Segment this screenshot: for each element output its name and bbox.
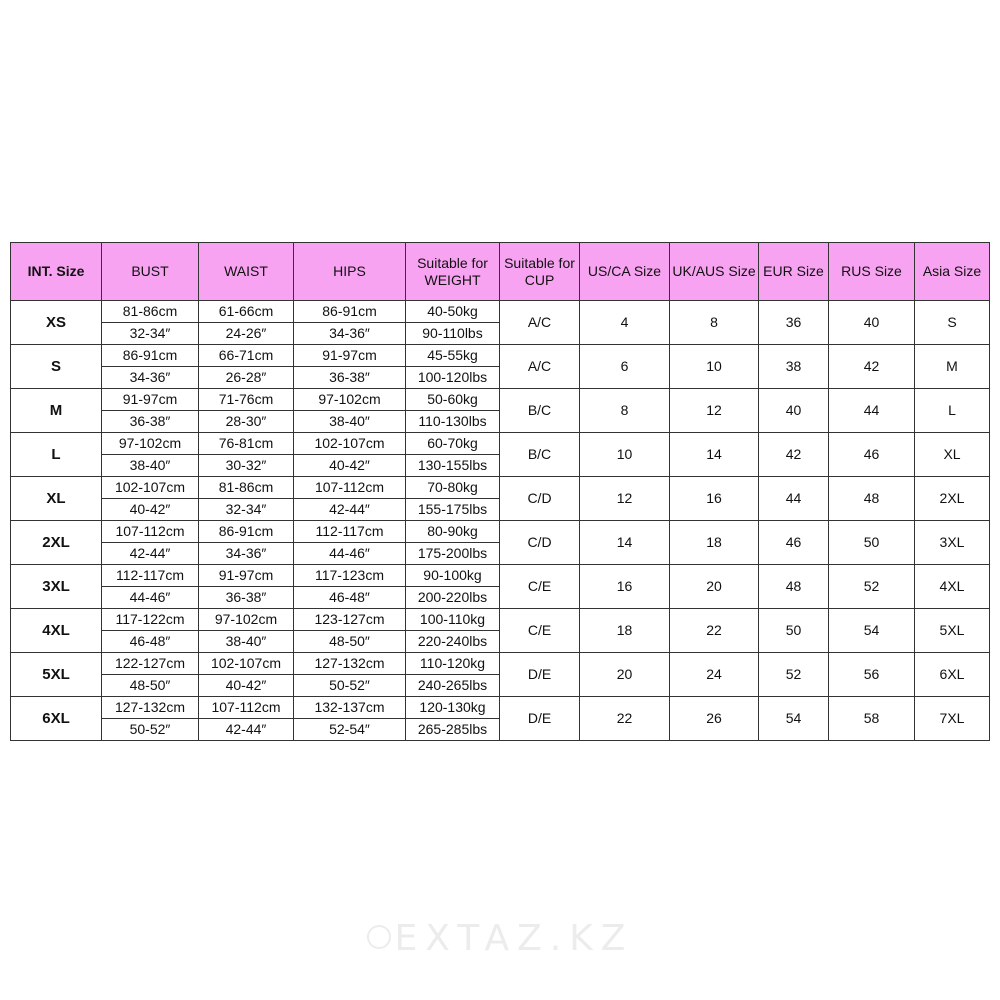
brand-logo-icon (367, 925, 391, 949)
bust-metric-cell: 112-117cm (102, 565, 199, 587)
bust-metric-cell: 102-107cm (102, 477, 199, 499)
weight-imperial-cell: 175-200lbs (406, 543, 500, 565)
bust-imperial-cell: 48-50″ (102, 675, 199, 697)
waist-metric-cell: 76-81cm (199, 433, 294, 455)
weight-metric-cell: 60-70kg (406, 433, 500, 455)
rus-cell: 52 (829, 565, 915, 609)
bust-imperial-cell: 44-46″ (102, 587, 199, 609)
weight-imperial-cell: 100-120lbs (406, 367, 500, 389)
us-cell: 22 (580, 697, 670, 741)
hips-imperial-cell: 50-52″ (294, 675, 406, 697)
us-cell: 4 (580, 301, 670, 345)
rus-cell: 56 (829, 653, 915, 697)
table-row (11, 653, 990, 675)
weight-imperial-cell: 220-240lbs (406, 631, 500, 653)
asia-cell: XL (915, 433, 990, 477)
bust-imperial-cell: 38-40″ (102, 455, 199, 477)
hips-imperial-cell: 36-38″ (294, 367, 406, 389)
asia-cell: 4XL (915, 565, 990, 609)
hips-imperial-cell: 34-36″ (294, 323, 406, 345)
table-row (11, 521, 990, 543)
waist-imperial-cell: 36-38″ (199, 587, 294, 609)
eur-cell: 48 (759, 565, 829, 609)
uk-cell: 14 (670, 433, 759, 477)
waist-imperial-cell: 34-36″ (199, 543, 294, 565)
bust-metric-cell: 91-97cm (102, 389, 199, 411)
header-cup: Suitable for CUP (500, 243, 580, 301)
int-size-cell: L (11, 433, 102, 477)
waist-metric-cell: 86-91cm (199, 521, 294, 543)
int-size-cell: XL (11, 477, 102, 521)
asia-cell: 6XL (915, 653, 990, 697)
rus-cell: 44 (829, 389, 915, 433)
hips-imperial-cell: 44-46″ (294, 543, 406, 565)
hips-metric-cell: 102-107cm (294, 433, 406, 455)
hips-metric-cell: 123-127cm (294, 609, 406, 631)
weight-imperial-cell: 265-285lbs (406, 719, 500, 741)
table-row (11, 433, 990, 455)
asia-cell: S (915, 301, 990, 345)
table-row (11, 389, 990, 411)
cup-cell: D/E (500, 653, 580, 697)
asia-cell: L (915, 389, 990, 433)
weight-imperial-cell: 200-220lbs (406, 587, 500, 609)
table-row (11, 565, 990, 587)
header-bust: BUST (102, 243, 199, 301)
cup-cell: C/E (500, 565, 580, 609)
uk-cell: 18 (670, 521, 759, 565)
us-cell: 12 (580, 477, 670, 521)
bust-imperial-cell: 42-44″ (102, 543, 199, 565)
weight-metric-cell: 50-60kg (406, 389, 500, 411)
asia-cell: 3XL (915, 521, 990, 565)
uk-cell: 8 (670, 301, 759, 345)
bust-imperial-cell: 40-42″ (102, 499, 199, 521)
waist-imperial-cell: 30-32″ (199, 455, 294, 477)
us-cell: 20 (580, 653, 670, 697)
rus-cell: 46 (829, 433, 915, 477)
us-cell: 8 (580, 389, 670, 433)
uk-cell: 10 (670, 345, 759, 389)
cup-cell: C/E (500, 609, 580, 653)
rus-cell: 48 (829, 477, 915, 521)
cup-cell: A/C (500, 301, 580, 345)
header-row (11, 243, 990, 301)
eur-cell: 46 (759, 521, 829, 565)
int-size-cell: 6XL (11, 697, 102, 741)
table-row (11, 345, 990, 367)
header-rus-size: RUS Size (829, 243, 915, 301)
rus-cell: 54 (829, 609, 915, 653)
rus-cell: 58 (829, 697, 915, 741)
eur-cell: 54 (759, 697, 829, 741)
cup-cell: B/C (500, 433, 580, 477)
hips-metric-cell: 112-117cm (294, 521, 406, 543)
waist-metric-cell: 81-86cm (199, 477, 294, 499)
rus-cell: 40 (829, 301, 915, 345)
uk-cell: 20 (670, 565, 759, 609)
watermark (0, 918, 1000, 959)
int-size-cell: 2XL (11, 521, 102, 565)
cup-cell: C/D (500, 477, 580, 521)
header-weight: Suitable for WEIGHT (406, 243, 500, 301)
waist-imperial-cell: 38-40″ (199, 631, 294, 653)
header-asia-size: Asia Size (915, 243, 990, 301)
weight-metric-cell: 80-90kg (406, 521, 500, 543)
waist-imperial-cell: 40-42″ (199, 675, 294, 697)
table-row (11, 301, 990, 323)
table-row (11, 609, 990, 631)
rus-cell: 50 (829, 521, 915, 565)
bust-metric-cell: 117-122cm (102, 609, 199, 631)
bust-metric-cell: 127-132cm (102, 697, 199, 719)
bust-metric-cell: 86-91cm (102, 345, 199, 367)
weight-imperial-cell: 240-265lbs (406, 675, 500, 697)
hips-metric-cell: 117-123cm (294, 565, 406, 587)
table-row (11, 697, 990, 719)
waist-metric-cell: 97-102cm (199, 609, 294, 631)
header-hips: HIPS (294, 243, 406, 301)
weight-metric-cell: 45-55kg (406, 345, 500, 367)
hips-metric-cell: 132-137cm (294, 697, 406, 719)
cup-cell: A/C (500, 345, 580, 389)
weight-metric-cell: 70-80kg (406, 477, 500, 499)
bust-imperial-cell: 32-34″ (102, 323, 199, 345)
us-cell: 6 (580, 345, 670, 389)
bust-metric-cell: 107-112cm (102, 521, 199, 543)
waist-imperial-cell: 24-26″ (199, 323, 294, 345)
bust-metric-cell: 122-127cm (102, 653, 199, 675)
hips-metric-cell: 86-91cm (294, 301, 406, 323)
us-cell: 16 (580, 565, 670, 609)
weight-imperial-cell: 90-110lbs (406, 323, 500, 345)
int-size-cell: 3XL (11, 565, 102, 609)
uk-cell: 26 (670, 697, 759, 741)
hips-imperial-cell: 42-44″ (294, 499, 406, 521)
eur-cell: 52 (759, 653, 829, 697)
hips-metric-cell: 127-132cm (294, 653, 406, 675)
cup-cell: B/C (500, 389, 580, 433)
hips-imperial-cell: 40-42″ (294, 455, 406, 477)
asia-cell: 2XL (915, 477, 990, 521)
eur-cell: 44 (759, 477, 829, 521)
header-waist: WAIST (199, 243, 294, 301)
weight-metric-cell: 100-110kg (406, 609, 500, 631)
eur-cell: 42 (759, 433, 829, 477)
hips-imperial-cell: 38-40″ (294, 411, 406, 433)
asia-cell: 7XL (915, 697, 990, 741)
watermark-text: EXTAZ.KZ (394, 918, 634, 959)
weight-metric-cell: 40-50kg (406, 301, 500, 323)
eur-cell: 50 (759, 609, 829, 653)
bust-imperial-cell: 50-52″ (102, 719, 199, 741)
waist-imperial-cell: 26-28″ (199, 367, 294, 389)
waist-metric-cell: 71-76cm (199, 389, 294, 411)
uk-cell: 12 (670, 389, 759, 433)
waist-metric-cell: 66-71cm (199, 345, 294, 367)
bust-metric-cell: 97-102cm (102, 433, 199, 455)
weight-imperial-cell: 155-175lbs (406, 499, 500, 521)
weight-metric-cell: 110-120kg (406, 653, 500, 675)
waist-metric-cell: 102-107cm (199, 653, 294, 675)
cup-cell: C/D (500, 521, 580, 565)
hips-imperial-cell: 52-54″ (294, 719, 406, 741)
rus-cell: 42 (829, 345, 915, 389)
header-eur-size: EUR Size (759, 243, 829, 301)
cup-cell: D/E (500, 697, 580, 741)
waist-metric-cell: 61-66cm (199, 301, 294, 323)
eur-cell: 36 (759, 301, 829, 345)
header-us-ca-size: US/CA Size (580, 243, 670, 301)
int-size-cell: M (11, 389, 102, 433)
hips-metric-cell: 91-97cm (294, 345, 406, 367)
table-row (11, 477, 990, 499)
table-body (11, 301, 990, 741)
eur-cell: 40 (759, 389, 829, 433)
weight-imperial-cell: 110-130lbs (406, 411, 500, 433)
int-size-cell: 5XL (11, 653, 102, 697)
asia-cell: M (915, 345, 990, 389)
weight-metric-cell: 120-130kg (406, 697, 500, 719)
int-size-cell: 4XL (11, 609, 102, 653)
size-chart-table (10, 242, 990, 741)
waist-metric-cell: 91-97cm (199, 565, 294, 587)
us-cell: 18 (580, 609, 670, 653)
hips-imperial-cell: 48-50″ (294, 631, 406, 653)
uk-cell: 16 (670, 477, 759, 521)
bust-metric-cell: 81-86cm (102, 301, 199, 323)
waist-imperial-cell: 42-44″ (199, 719, 294, 741)
int-size-cell: S (11, 345, 102, 389)
hips-imperial-cell: 46-48″ (294, 587, 406, 609)
bust-imperial-cell: 36-38″ (102, 411, 199, 433)
us-cell: 14 (580, 521, 670, 565)
waist-imperial-cell: 28-30″ (199, 411, 294, 433)
us-cell: 10 (580, 433, 670, 477)
weight-metric-cell: 90-100kg (406, 565, 500, 587)
bust-imperial-cell: 46-48″ (102, 631, 199, 653)
header-uk-aus-size: UK/AUS Size (670, 243, 759, 301)
weight-imperial-cell: 130-155lbs (406, 455, 500, 477)
uk-cell: 24 (670, 653, 759, 697)
bust-imperial-cell: 34-36″ (102, 367, 199, 389)
hips-metric-cell: 107-112cm (294, 477, 406, 499)
uk-cell: 22 (670, 609, 759, 653)
header-int-size: INT. Size (11, 243, 102, 301)
waist-metric-cell: 107-112cm (199, 697, 294, 719)
waist-imperial-cell: 32-34″ (199, 499, 294, 521)
hips-metric-cell: 97-102cm (294, 389, 406, 411)
eur-cell: 38 (759, 345, 829, 389)
int-size-cell: XS (11, 301, 102, 345)
asia-cell: 5XL (915, 609, 990, 653)
